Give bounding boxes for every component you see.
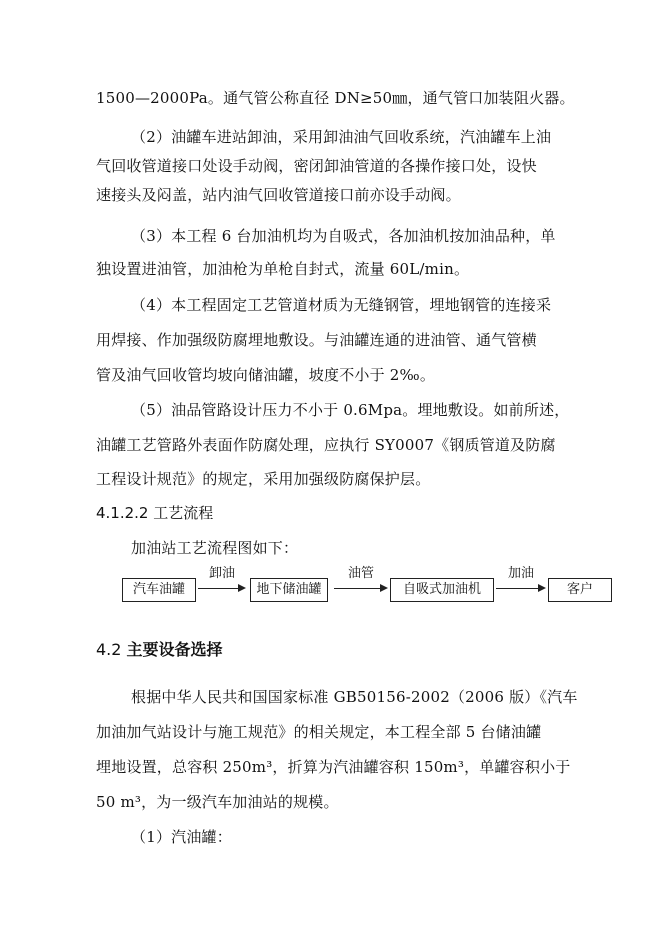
paragraph-line: 50 m³，为一级汽车加油站的规模。 xyxy=(96,793,339,811)
section-title: 主要设备选择 xyxy=(126,640,223,659)
flow-intro: 加油站工艺流程图如下： xyxy=(131,539,299,557)
flow-node-dispenser: 自吸式加油机 xyxy=(390,578,494,602)
paragraph-line: （3）本工程 6 台加油机均为自吸式，各加油机按加油品种，单 xyxy=(131,227,556,245)
flow-arrow-unload xyxy=(198,568,246,588)
paragraph-line: 1500—2000Pa。通气管公称直径 DN≥50㎜，通气管口加装阻火器。 xyxy=(96,89,575,107)
flow-node-customer: 客户 xyxy=(548,578,612,602)
paragraph-line: 加油加气站设计与施工规范》的相关规定，本工程全部 5 台储油罐 xyxy=(96,723,542,741)
section-title: 工艺流程 xyxy=(153,504,214,522)
flow-edge-label: 卸油 xyxy=(208,566,235,581)
arrow-right-icon xyxy=(538,584,546,592)
paragraph-line: （4）本工程固定工艺管道材质为无缝钢管，埋地钢管的连接采 xyxy=(131,296,552,314)
flow-node-tanker: 汽车油罐 xyxy=(122,578,196,602)
paragraph-line: 根据中华人民共和国国家标准 GB50156-2002（2006 版）《汽车 xyxy=(131,688,578,706)
flow-arrow-refuel xyxy=(496,568,546,588)
paragraph-line: 油罐工艺管路外表面作防腐处理，应执行 SY0007《钢质管道及防腐 xyxy=(96,436,556,454)
paragraph-line: 独设置进油管，加油枪为单枪自封式，流量 60L/min。 xyxy=(96,260,470,278)
flow-edge-label: 油管 xyxy=(347,566,374,581)
paragraph-line: 速接头及闷盖，站内油气回收管道接口前亦设手动阀。 xyxy=(96,186,461,204)
flow-arrow-pipe xyxy=(334,568,388,588)
paragraph-line: 用焊接、作加强级防腐埋地敷设。与油罐连通的进油管、通气管横 xyxy=(96,331,537,349)
arrow-right-icon xyxy=(238,584,246,592)
flow-edge-label: 加油 xyxy=(507,566,534,581)
process-flow-diagram xyxy=(122,568,614,608)
section-heading-42 xyxy=(96,640,223,660)
paragraph-line: 管及油气回收管均坡向储油罐，坡度不小于 2‰。 xyxy=(96,366,436,384)
paragraph-line: （1）汽油罐： xyxy=(131,828,232,846)
paragraph-line: （2）油罐车进站卸油，采用卸油油气回收系统，汽油罐车上油 xyxy=(131,128,552,146)
flow-node-underground-tank: 地下储油罐 xyxy=(250,578,328,602)
section-number: 4.2 xyxy=(96,640,122,659)
paragraph-line: （5）油品管路设计压力不小于 0.6Mpa。埋地敷设。如前所述， xyxy=(131,401,570,419)
section-heading-4122 xyxy=(96,503,213,523)
paragraph-line: 气回收管道接口处设手动阀，密闭卸油管道的各操作接口处，设快 xyxy=(96,157,537,175)
paragraph-line: 工程设计规范》的规定，采用加强级防腐保护层。 xyxy=(96,470,431,488)
arrow-right-icon xyxy=(380,584,388,592)
paragraph-line: 埋地设置，总容积 250m³，折算为汽油罐容积 150m³，单罐容积小于 xyxy=(96,758,571,776)
section-number: 4.1.2.2 xyxy=(96,504,149,522)
